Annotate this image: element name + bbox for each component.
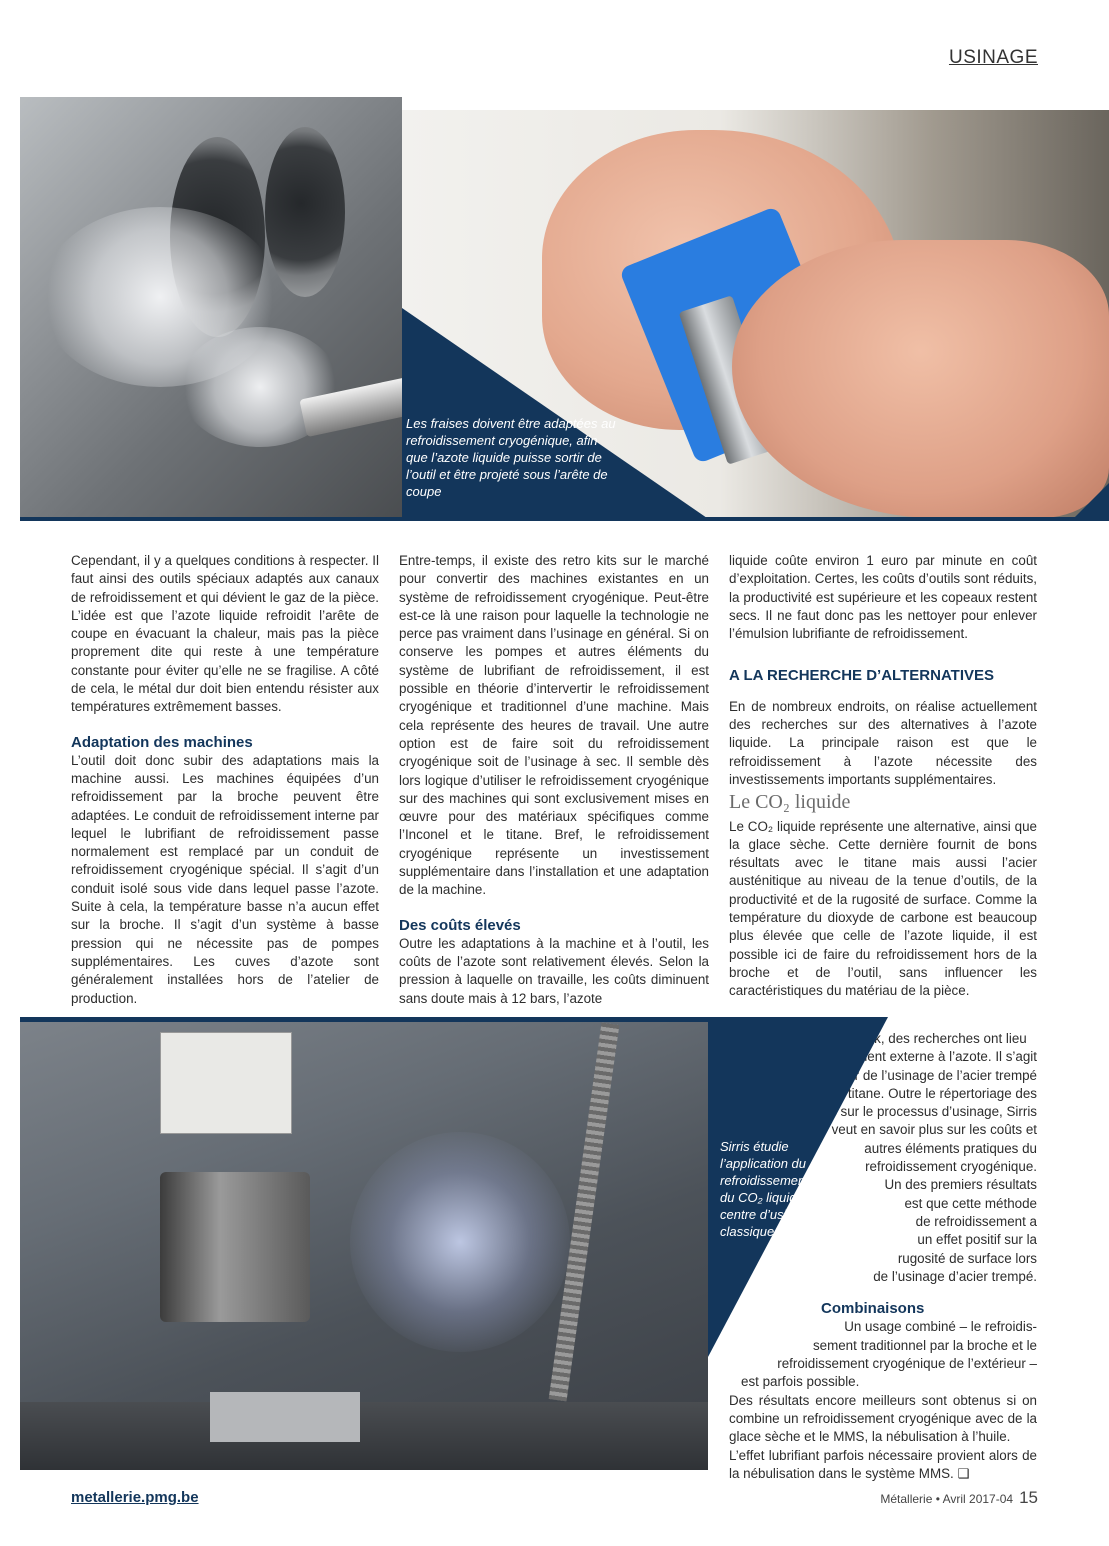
heading-adaptation: Adaptation des machines	[71, 733, 253, 751]
top-rule	[20, 517, 1109, 521]
text-line: et du titane. Outre le répertoriage des	[814, 1085, 1037, 1101]
text-line: en particulier de l’usinage de l’acier trempé	[782, 1067, 1037, 1083]
section-label: USINAGE	[948, 47, 1038, 68]
paragraph: L’outil doit donc subir des adaptations mais la machine aussi. Les machines équipées d’un refroidissement par la broche peuvent être adaptées. Le conduit de refroidissement interne par lequel le lubrifiant de refroidissement passe normalement est remplacé par un conduit de refroidissement cryogénique spécial. Il s’agit d’un conduit isolé sous vide dans lequel passe l’azote. Suite à cela, la température basse n’a aucun effet sur la broche. Il s’agit d’un système à basse pression qui ne nécessite pas de pompes supplémentaires. Les cuves d’azote sont généralement installées hors de l’atelier de production.	[71, 752, 379, 1006]
column-2	[399, 552, 709, 1008]
text-line: est parfois possible.	[741, 1374, 860, 1390]
text-line: Un usage combiné – le refroidis-	[844, 1319, 1037, 1335]
paragraph: Outre les adaptations à la machine et à l’outil, les coûts de l’azote sont relativement élevés. Selon la pression à laquelle on travaille, les coûts diminuent sans doute mais à 12 bars, l’azote	[399, 935, 709, 1006]
issue-text: Métallerie • Avril 2017-04	[880, 1492, 1014, 1506]
page-number: 15	[1019, 1488, 1038, 1507]
machining-center-photo	[20, 1022, 708, 1470]
paragraph: Le CO₂ liquide représente une alternative, ainsi que la glace sèche. Cette dernière fournit de bons résultats avec le titane mais aussi l’acier austénitique au niveau de la tenue d’outils, de la productivité et de la rugosité de surface. Comme la température du dioxyde de carbone est beaucoup plus élevée que celle de l’azote liquide, il est possible ici de faire du refroidissement hors de la broche et de l’outil, sans influencer les caractéristiques du matériau de la pièce.	[729, 818, 1037, 999]
text-line: est que cette méthode	[904, 1195, 1037, 1211]
column-1	[71, 552, 379, 1008]
text-line: de l’usinage d’acier trempé.	[873, 1268, 1037, 1284]
text-line: refroidissement cryogénique.	[865, 1159, 1037, 1175]
engine-block-photo	[20, 97, 402, 519]
footer-issue	[880, 1488, 1038, 1508]
text-line: sur le refroidissement externe à l’azote. Il s’agit	[757, 1049, 1037, 1065]
paragraph: Des résultats encore meilleurs sont obtenus si on combine un refroidissement cryogénique avec de la glace sèche et le MMS, la nébulisation à l’huile.	[729, 1392, 1037, 1445]
corner-triangle	[1073, 483, 1109, 519]
paragraph: Cependant, il y a quelques conditions à respecter. Il faut ainsi des outils spéciaux adaptés aux canaux de refroidissement et qui dévient le gaz de la pièce. L’idée est que l’azote liquide refroidit l’arête de coupe en évacuant la chaleur, mais pas la pièce proprement dite qui reste à une température constante pour éviter qu’elle ne se fragilise. A côté de cela, le métal dur doit bien entendu résister aux températures extrêmement basses.	[71, 553, 379, 715]
paragraph: Entre-temps, il existe des retro kits sur le marché pour convertir des machines existantes en un système de refroidissement cryogénique. Peut-être est-ce là une raison pour laquelle la technologie ne perce pas vraiment dans l’usinage en général. Si on conserve les pompes et autres éléments du système de lubrifiant de refroidissement, il est possible en théorie d’intervertir le refroidissement cryogénique et traditionnel d’une machine. Mais cela représente des heures de travail. Une autre option est de faire soit du refroidissement cryogénique soit de l’usinage à sec. Il semble dès lors logique d’utiliser le refroidissement cryogénique sur des machines qui sont exclusivement mises en œuvre pour des matériaux spécifiques comme l’Inconel et le titane. Bref, le refroidissement cryogénique représente un investissement supplémentaire dans l’installation et une adaptation de la machine.	[399, 553, 709, 898]
text-line: Un des premiers résultats	[884, 1177, 1037, 1193]
text-line: autres éléments pratiques du	[864, 1140, 1037, 1156]
middle-rule	[20, 1017, 708, 1022]
paragraph: En de nombreux endroits, on réalise actuellement des recherches sur des alternatives à l’azote liquide. La principale raison est que le refroidissement à l’azote nécessite des investissements importants supplémentaires.	[729, 698, 1037, 787]
text-line: Chez Sirris à Diepenbeek, des recherches ont lieu	[729, 1031, 1027, 1046]
text-line: un effet positif sur la	[917, 1232, 1037, 1248]
text-line: de refroidissement a	[915, 1213, 1037, 1229]
photo-caption-top: Les fraises doivent être adaptées au refroidissement cryogénique, afin que l’azote liquide puisse sortir de l’outil et être projeté sous l’arête de coupe	[406, 416, 616, 499]
text-line: veut en savoir plus sur les coûts et	[831, 1122, 1037, 1138]
text-line: rugosité de surface lors	[897, 1250, 1037, 1266]
heading-co2: Le CO₂ liquide	[729, 791, 851, 814]
column-3	[729, 552, 1037, 1001]
heading-alternatives: A LA RECHERCHE D’ALTERNATIVES	[729, 667, 995, 685]
text-line: effets sur le processus d’usinage, Sirris	[804, 1104, 1037, 1120]
paragraph: L’effet lubrifiant parfois nécessaire provient alors de la nébulisation dans le système MMS. ❑	[729, 1447, 1037, 1481]
photo-caption-middle: Sirris étudie l’application du refroidissement avec du CO₂ liquide sur un centre d’usinage classique	[720, 1139, 844, 1239]
footer-url[interactable]: metallerie.pmg.be	[71, 1489, 199, 1506]
text-line: sement traditionnel par la broche et le	[812, 1337, 1037, 1353]
text-line: refroidissement cryogénique de l’extérieur –	[777, 1356, 1037, 1372]
heading-combinaisons: Combinaisons	[821, 1300, 925, 1318]
heading-couts: Des coûts élevés	[399, 916, 521, 934]
paragraph: liquide coûte environ 1 euro par minute en coût d’exploitation. Certes, les coûts d’outils sont réduits, la productivité est supérieure et les copeaux restent secs. Il ne faut donc pas les nettoyer pour enlever l’émulsion lubrifiante de refroidissement.	[729, 553, 1037, 642]
